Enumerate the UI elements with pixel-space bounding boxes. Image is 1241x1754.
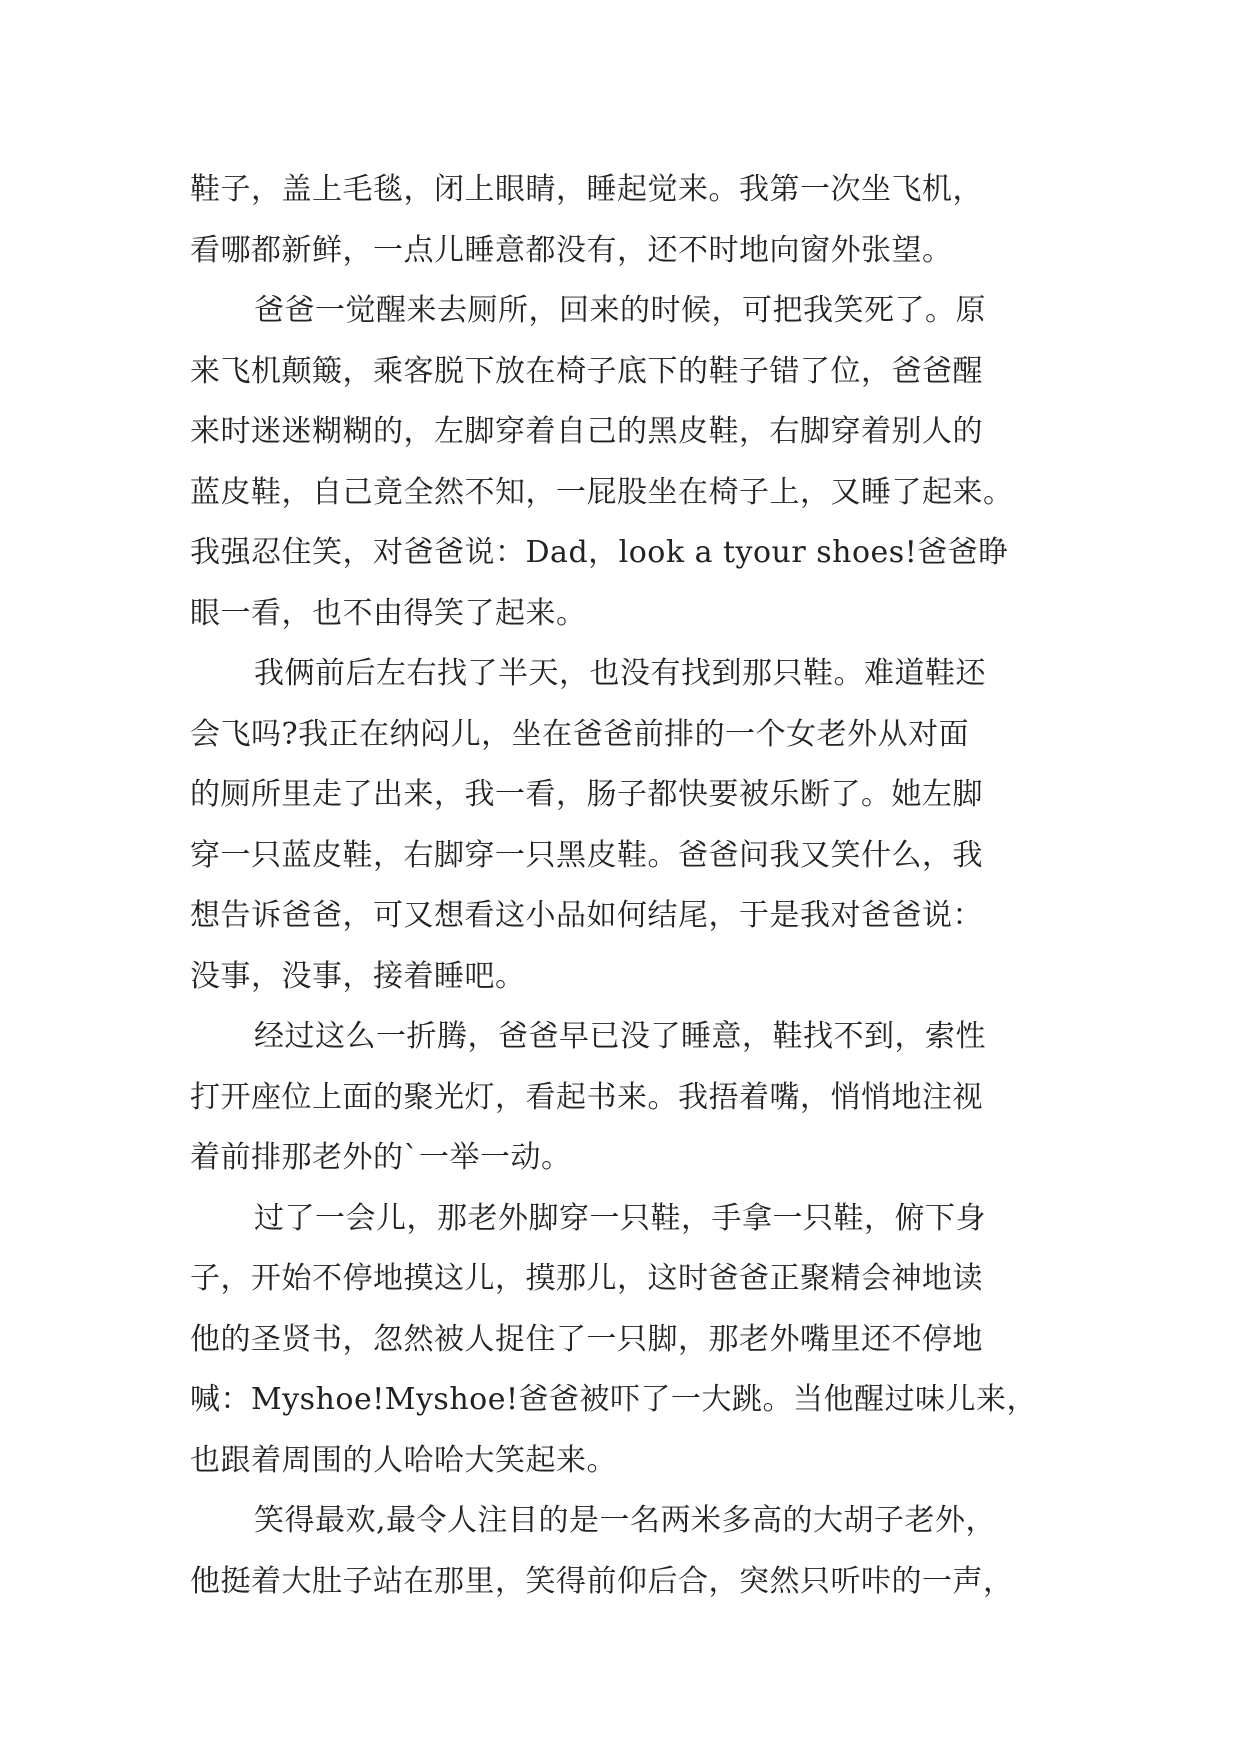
paragraph-start-line: 爸爸一觉醒来去厕所，回来的时候，可把我笑死了。原 — [254, 293, 986, 328]
text-line: 的厕所里走了出来，我一看，肠子都快要被乐断了。她左脚 — [190, 777, 983, 812]
text-line: 来时迷迷糊糊的，左脚穿着自己的黑皮鞋，右脚穿着别人的 — [190, 414, 983, 449]
text-line: 会飞吗?我正在纳闷儿，坐在爸爸前排的一个女老外从对面 — [190, 716, 970, 752]
body-text — [190, 160, 1055, 1612]
paragraph-start-line: 过了一会儿，那老外脚穿一只鞋，手拿一只鞋，俯下身 — [254, 1200, 986, 1236]
text-line: 我强忍住笑，对爸爸说：Dad，look a tyour shoes!爸爸睁 — [190, 535, 1009, 570]
text-line: 看哪都新鲜，一点儿睡意都没有，还不时地向窗外张望。 — [190, 232, 953, 268]
text-line: 来飞机颠簸，乘客脱下放在椅子底下的鞋子错了位，爸爸醒 — [190, 353, 983, 389]
text-line: 眼一看，也不由得笑了起来。 — [190, 595, 587, 631]
text-line: 他的圣贤书，忽然被人捉住了一只脚，那老外嘴里还不停地 — [190, 1321, 983, 1357]
text-line: 着前排那老外的`一举一动。 — [190, 1140, 572, 1175]
paragraph-start-line: 笑得最欢,最令人注目的是一名两米多高的大胡子老外， — [254, 1503, 997, 1538]
text-line: 没事，没事，接着睡吧。 — [190, 958, 526, 994]
text-line: 想告诉爸爸，可又想看这小品如何结尾，于是我对爸爸说： — [190, 898, 983, 933]
text-line: 他挺着大肚子站在那里，笑得前仰后合，突然只听咔的一声， — [190, 1563, 1014, 1599]
text-line: 子，开始不停地摸这儿，摸那儿，这时爸爸正聚精会神地读 — [190, 1261, 983, 1296]
text-line: 也跟着周围的人哈哈大笑起来。 — [190, 1442, 617, 1478]
text-line: 喊：Myshoe!Myshoe!爸爸被吓了一大跳。当他醒过味儿来， — [190, 1382, 1038, 1417]
text-line: 蓝皮鞋，自己竟全然不知，一屁股坐在椅子上，又睡了起来。 — [190, 474, 1014, 510]
paragraph-start-line: 我俩前后左右找了半天，也没有找到那只鞋。难道鞋还 — [254, 656, 986, 691]
text-line: 穿一只蓝皮鞋，右脚穿一只黑皮鞋。爸爸问我又笑什么，我 — [190, 837, 983, 873]
paragraph-start-line: 经过这么一折腾，爸爸早已没了睡意，鞋找不到，索性 — [254, 1019, 986, 1054]
text-line: 鞋子，盖上毛毯，闭上眼睛，睡起觉来。我第一次坐飞机， — [190, 172, 983, 207]
text-line: 打开座位上面的聚光灯，看起书来。我捂着嘴，悄悄地注视 — [190, 1079, 983, 1115]
